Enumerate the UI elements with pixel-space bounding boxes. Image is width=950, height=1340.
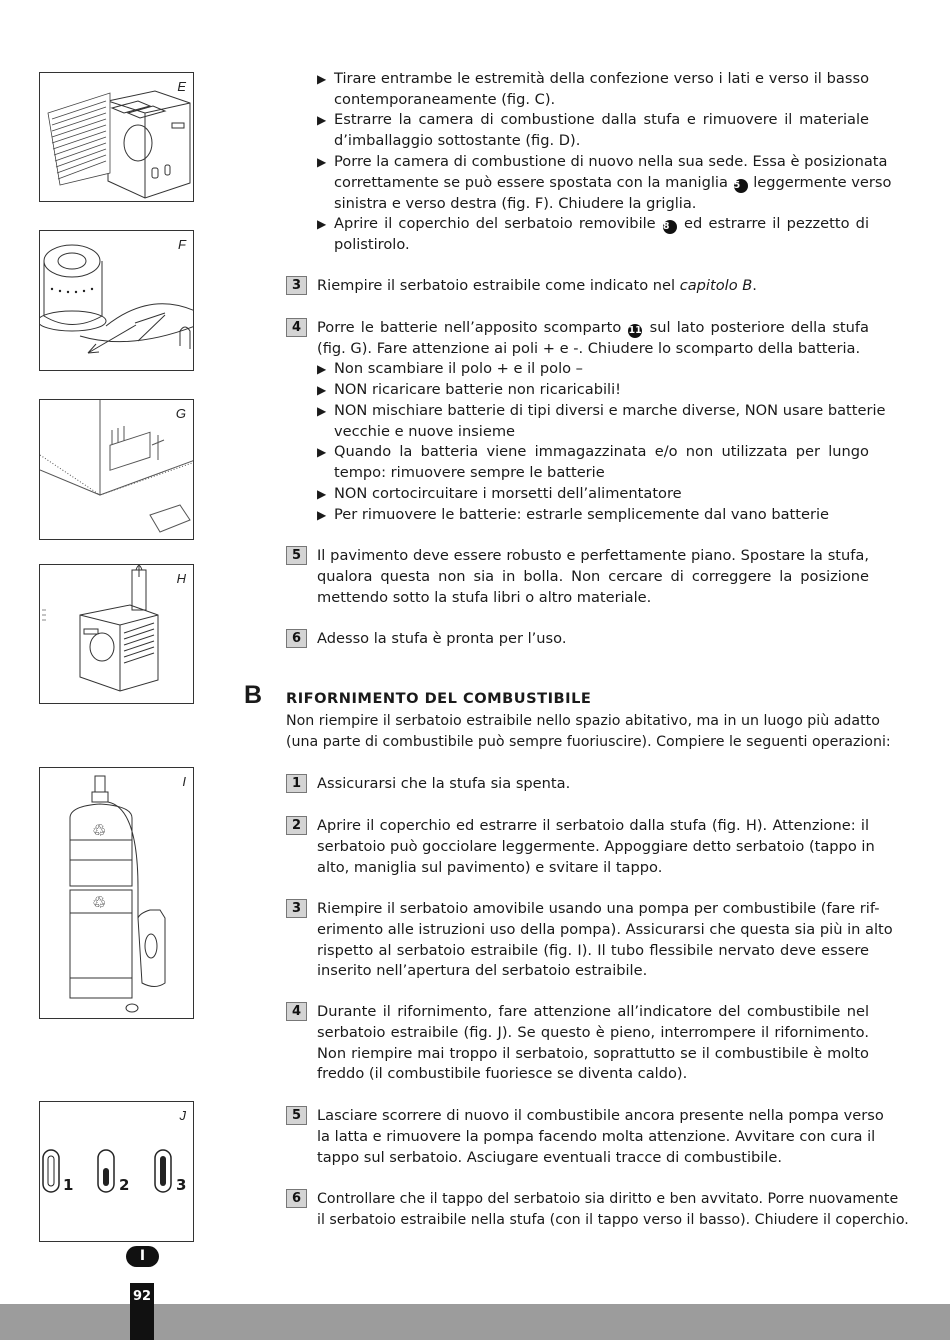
section-intro: Non riempire il serbatoio estraibile nello spazio abitativo, ma in un luogo più adatto (una parte di combustibile può sempre fuoriuscire). Compiere le seguenti operazioni: — [286, 713, 891, 750]
battery-bullet: ▶ NON ricaricare batterie non ricaricabili! — [317, 380, 869, 401]
step-6-text: Adesso la stufa è pronta per l’uso. — [317, 630, 567, 647]
figure-g — [39, 399, 194, 540]
figure-f — [39, 230, 194, 371]
step-number: 3 — [286, 276, 307, 295]
arrow-bullet-icon: ▶ — [317, 508, 327, 522]
fuel-level-indicator-illustration — [40, 1102, 194, 1242]
tank-removal-illustration — [40, 565, 194, 704]
step-number: 2 — [286, 816, 307, 835]
indicator-label-2: 2 — [119, 1176, 130, 1194]
step-number: 6 — [286, 1189, 307, 1208]
arrow-bullet-icon: ▶ — [317, 113, 327, 127]
figure-e — [39, 72, 194, 202]
figure-label: H — [176, 571, 186, 586]
handle-number-badge: 5 — [734, 179, 748, 193]
step-4-text: Porre le batterie nell’apposito scomparto 11 sul lato posteriore della stufa (fig. G). Fare attenzione ai poli + e -. Chiudere lo scomparto della batteria. — [317, 319, 869, 357]
b-step-3-text: Riempire il serbatoio amovibile usando una pompa per combustibile (fare rif- erimento alle istruzioni uso della pompa). Assicurarsi che questa sia più in alto rispetto al serbatoio estraibile (fig. I). Il tubo flessibile nervato deve essere inserito nell’apertura del serbatoio estraibile. — [317, 900, 893, 980]
figure-j — [39, 1101, 194, 1242]
arrow-bullet-icon: ▶ — [317, 362, 327, 376]
bullet-item: ▶ Tirare entrambe le estremità della confezione verso i lati e verso il basso contemporaneamente (fig. C). — [317, 70, 869, 108]
step-number: 6 — [286, 629, 307, 648]
fuel-pump-illustration — [40, 768, 194, 1019]
battery-bullet: ▶ Per rimuovere le batterie: estrarle semplicemente dal vano batterie — [317, 505, 869, 526]
battery-compartment-illustration — [40, 400, 194, 540]
step-number: 4 — [286, 1002, 307, 1021]
figure-label: F — [178, 237, 186, 252]
section-letter: B — [244, 681, 263, 709]
b-step-6-text: Controllare che il tappo del serbatoio sia diritto e ben avvitato. Porre nuovamente il serbatoio estraibile nella stufa (con il tappo verso il basso). Chiudere il coperchio. — [317, 1191, 909, 1228]
language-badge: I — [126, 1246, 159, 1267]
figure-h — [39, 564, 194, 704]
indicator-label-3: 3 — [176, 1176, 187, 1194]
step-number: 5 — [286, 546, 307, 565]
arrow-bullet-icon: ▶ — [317, 217, 327, 231]
b-step-4-text: Durante il rifornimento, fare attenzione all’indicatore del combustibile nel serbatoio estraibile (fig. J). Se questo è pieno, interrompere il rifornimento. Non riempire mai troppo il serbatoio, soprattutto se il combustibile è molto freddo (il combustibile fuoriesce se diventa caldo). — [317, 1003, 869, 1083]
figure-i — [39, 767, 194, 1019]
step-number: 3 — [286, 899, 307, 918]
tank-cover-number-badge: 8 — [663, 220, 677, 234]
b-step-1-text: Assicurarsi che la stufa sia spenta. — [317, 775, 571, 792]
b-step-2-text: Aprire il coperchio ed estrarre il serbatoio dalla stufa (fig. H). Attenzione: il serbatoio può gocciolare leggermente. Appoggiare detto serbatoio (tappo in alto, maniglia sul pavimento) e svitare il tappo. — [317, 817, 875, 876]
bullet-item: ▶ Aprire il coperchio del serbatoio removibile 8 ed estrarre il pezzetto di polistirolo. — [317, 215, 869, 253]
step-3-text: Riempire il serbatoio estraibile come indicato nel capitolo B. — [317, 277, 757, 294]
combustion-chamber-illustration — [40, 231, 194, 371]
step-5-text: Il pavimento deve essere robusto e perfettamente piano. Spostare la stufa, qualora questa non sia in bolla. Non cercare di correggere la posizione mettendo sotto la stufa libri o altro materiale. — [317, 547, 869, 606]
arrow-bullet-icon: ▶ — [317, 404, 327, 418]
battery-bullet: ▶ NON cortocircuitare i morsetti dell’alimentatore — [317, 484, 869, 505]
battery-bullet: ▶ NON mischiare batterie di tipi diversi e marche diverse, NON usare batterie vecchie e nuove insieme — [317, 402, 886, 440]
indicator-label-1: 1 — [63, 1176, 74, 1194]
battery-bullet: ▶ Non scambiare il polo + e il polo – — [317, 359, 869, 380]
figure-label: G — [175, 406, 186, 421]
figure-label: E — [177, 79, 186, 94]
section-title: RIFORNIMENTO DEL COMBUSTIBILE — [286, 690, 592, 707]
step-number: 5 — [286, 1106, 307, 1125]
figure-label: J — [179, 1108, 186, 1123]
page-number: 92 — [132, 1289, 152, 1304]
bullet-item: ▶ Porre la camera di combustione di nuovo nella sua sede. Essa è posizionata correttamente se può essere spostata con la maniglia 5 leggermente verso sinistra e verso destra (fig. F). Chiudere la griglia. — [317, 153, 892, 212]
svg-text:♲: ♲ — [92, 821, 107, 840]
arrow-bullet-icon: ▶ — [317, 383, 327, 397]
step-number: 4 — [286, 318, 307, 337]
battery-bullet: ▶ Quando la batteria viene immagazzinata e/o non utilizzata per lungo tempo: rimuovere sempre le batterie — [317, 443, 869, 481]
b-step-5-text: Lasciare scorrere di nuovo il combustibile ancora presente nella pompa verso la latta e rimuovere la pompa facendo molta attenzione. Avvitare con cura il tappo sul serbatoio. Asciugare eventuali tracce di combustibile. — [317, 1107, 884, 1166]
svg-text:♲: ♲ — [92, 893, 107, 912]
arrow-bullet-icon: ▶ — [317, 72, 327, 86]
heater-grille-illustration — [40, 73, 194, 202]
arrow-bullet-icon: ▶ — [317, 487, 327, 501]
figure-label: I — [182, 774, 186, 789]
step-number: 1 — [286, 774, 307, 793]
bullet-item: ▶ Estrarre la camera di combustione dalla stufa e rimuovere il materiale d’imballaggio sottostante (fig. D). — [317, 111, 869, 149]
arrow-bullet-icon: ▶ — [317, 445, 327, 459]
arrow-bullet-icon: ▶ — [317, 155, 327, 169]
battery-compartment-badge: 11 — [628, 325, 642, 336]
